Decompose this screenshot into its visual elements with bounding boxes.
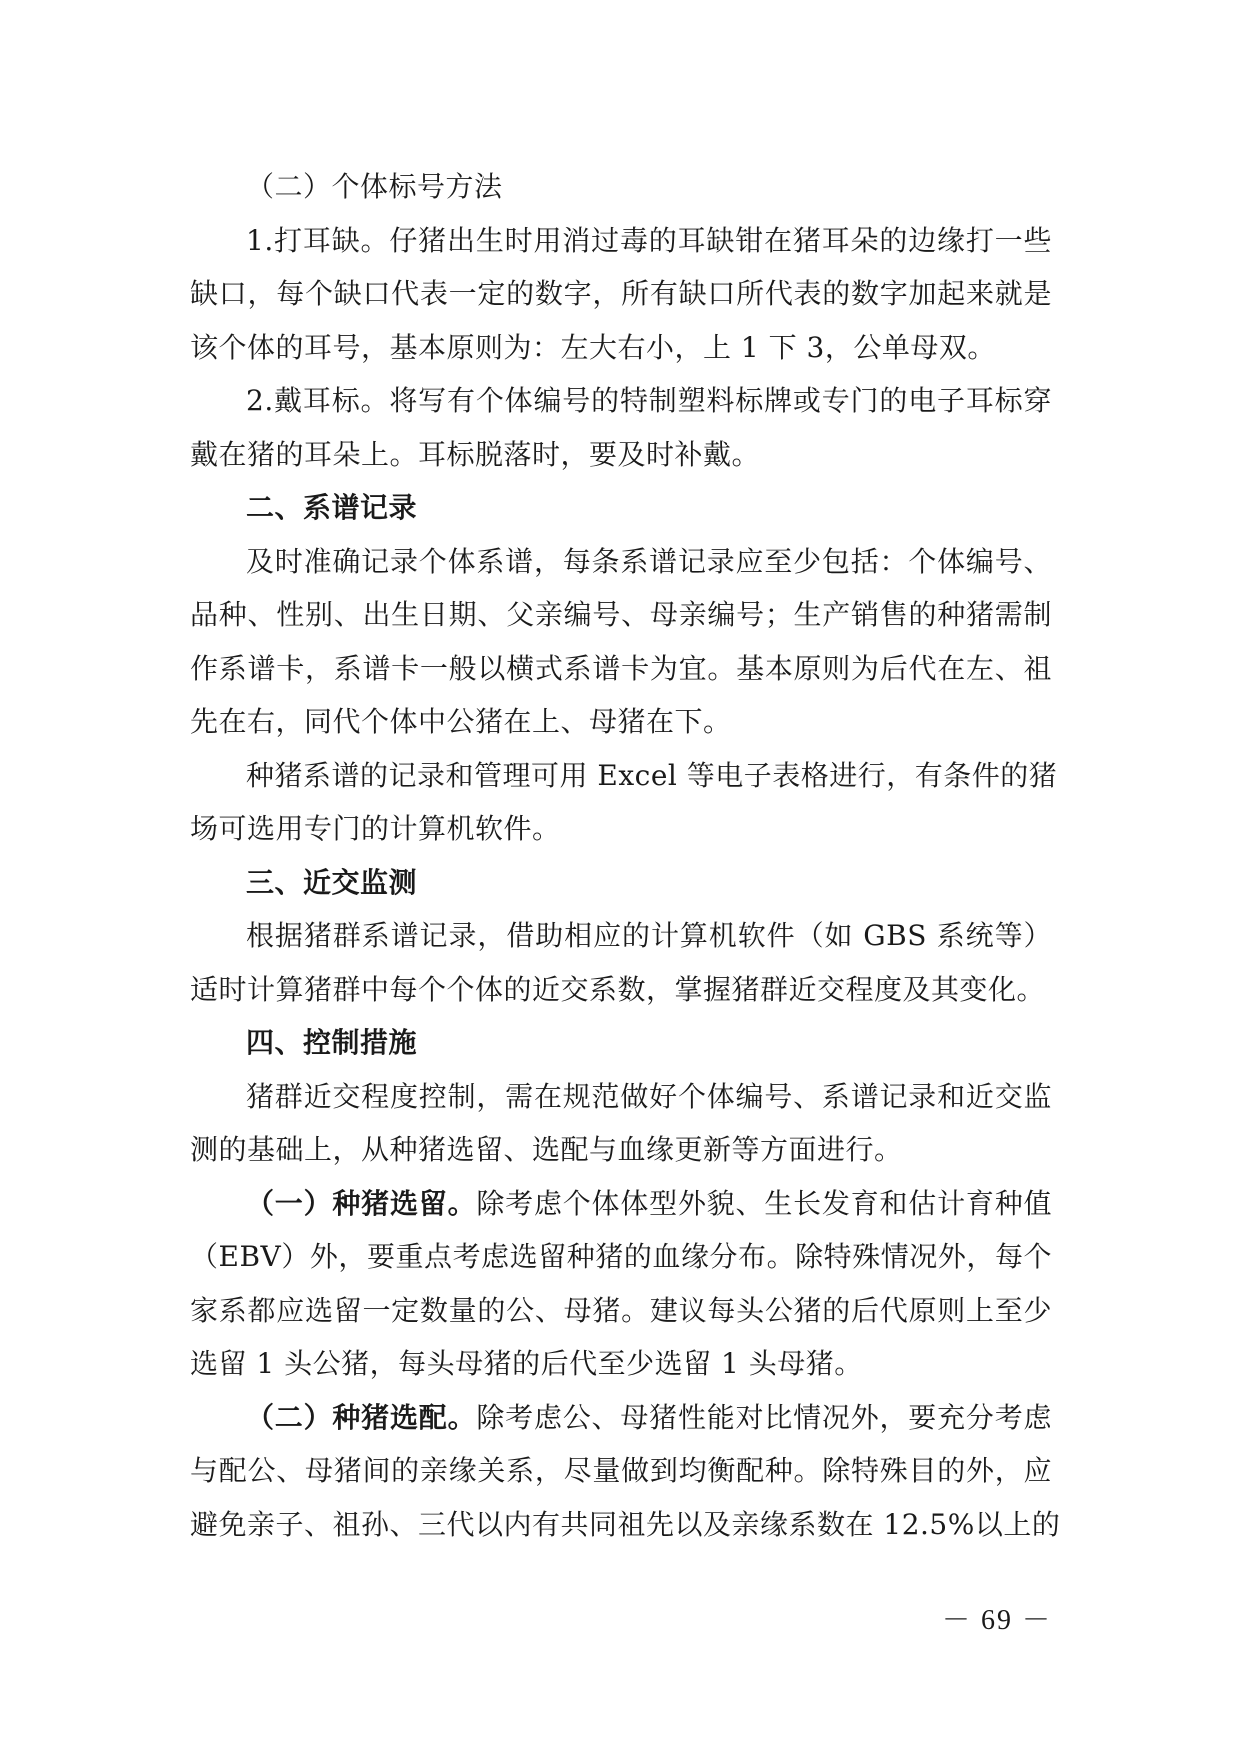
paragraph-text: 除考虑公、母猪性能对比情况外，要充分考虑 [476,1400,1052,1434]
text-line: （EBV）外，要重点考虑选留种猪的血缘分布。除特殊情况外，每个 [190,1240,1052,1273]
text-line: 缺口，每个缺口代表一定的数字，所有缺口所代表的数字加起来就是 [190,277,1052,310]
page-number: － 69 － [941,1605,1052,1636]
text-line: 场可选用专门的计算机软件。 [190,812,561,845]
paragraph-lead: （一）种猪选留。 [246,1186,477,1220]
paragraph-pedigree-software [190,749,1058,856]
paragraph-pedigree-record [190,535,1052,749]
section-heading-pedigree: 二、系谱记录 [246,491,418,524]
paragraph-monitoring [190,909,1052,1016]
text-line: 适时计算猪群中每个个体的近交系数，掌握猪群近交程度及其变化。 [190,972,1046,1006]
text-line: 避免亲子、祖孙、三代以内有共同祖先以及亲缘系数在 12.5%以上的 [190,1507,1061,1541]
text-line: 先在右，同代个体中公猪在上、母猪在下。 [190,705,732,738]
text-line [190,1177,1052,1231]
section-heading-control: 四、控制措施 [246,1026,418,1059]
text-line: 猪群近交程度控制，需在规范做好个体编号、系谱记录和近交监 [246,1079,1052,1113]
page-body [190,160,1061,1551]
text-line: 作系谱卡，系谱卡一般以横式系谱卡为宜。基本原则为后代在左、祖 [190,651,1052,685]
text-line: 1.打耳缺。仔猪出生时用消过毒的耳缺钳在猪耳朵的边缘打一些 [246,223,1052,257]
text-line: 及时准确记录个体系谱，每条系谱记录应至少包括：个体编号、 [246,544,1052,578]
paragraph-control-intro [190,1070,1052,1177]
paragraph-ear-tag [190,374,1052,481]
text-line: 根据猪群系谱记录，借助相应的计算机软件（如 GBS 系统等） [246,919,1052,952]
section-heading-monitoring: 三、近交监测 [246,865,418,899]
text-line: 戴在猪的耳朵上。耳标脱落时，要及时补戴。 [190,437,761,471]
paragraph-text: 除考虑个体体型外貌、生长发育和估计育种值 [476,1186,1052,1220]
text-line: 2.戴耳标。将写有个体编号的特制塑料标牌或专门的电子耳标穿 [246,384,1052,417]
text-line: 家系都应选留一定数量的公、母猪。建议每头公猪的后代原则上至少 [190,1293,1052,1327]
text-line: 种猪系谱的记录和管理可用 Excel 等电子表格进行，有条件的猪 [246,758,1058,792]
text-line: 与配公、母猪间的亲缘关系，尽量做到均衡配种。除特殊目的外，应 [190,1454,1052,1487]
text-line: 该个体的耳号，基本原则为：左大右小，上 1 下 3，公单母双。 [190,330,996,364]
paragraph-selection [190,1177,1052,1391]
paragraph-lead: （二）种猪选配。 [246,1400,477,1434]
text-line: 选留 1 头公猪，每头母猪的后代至少选留 1 头母猪。 [190,1347,863,1380]
text-line [190,1391,1052,1445]
text-line: 品种、性别、出生日期、父亲编号、母亲编号；生产销售的种猪需制 [190,598,1052,631]
paragraph-mating [190,1391,1061,1552]
text-line: 测的基础上，从种猪选留、选配与血缘更新等方面进行。 [190,1133,903,1166]
section-heading-ear-marking: （二）个体标号方法 [246,170,503,203]
paragraph-ear-notch [190,214,1052,375]
